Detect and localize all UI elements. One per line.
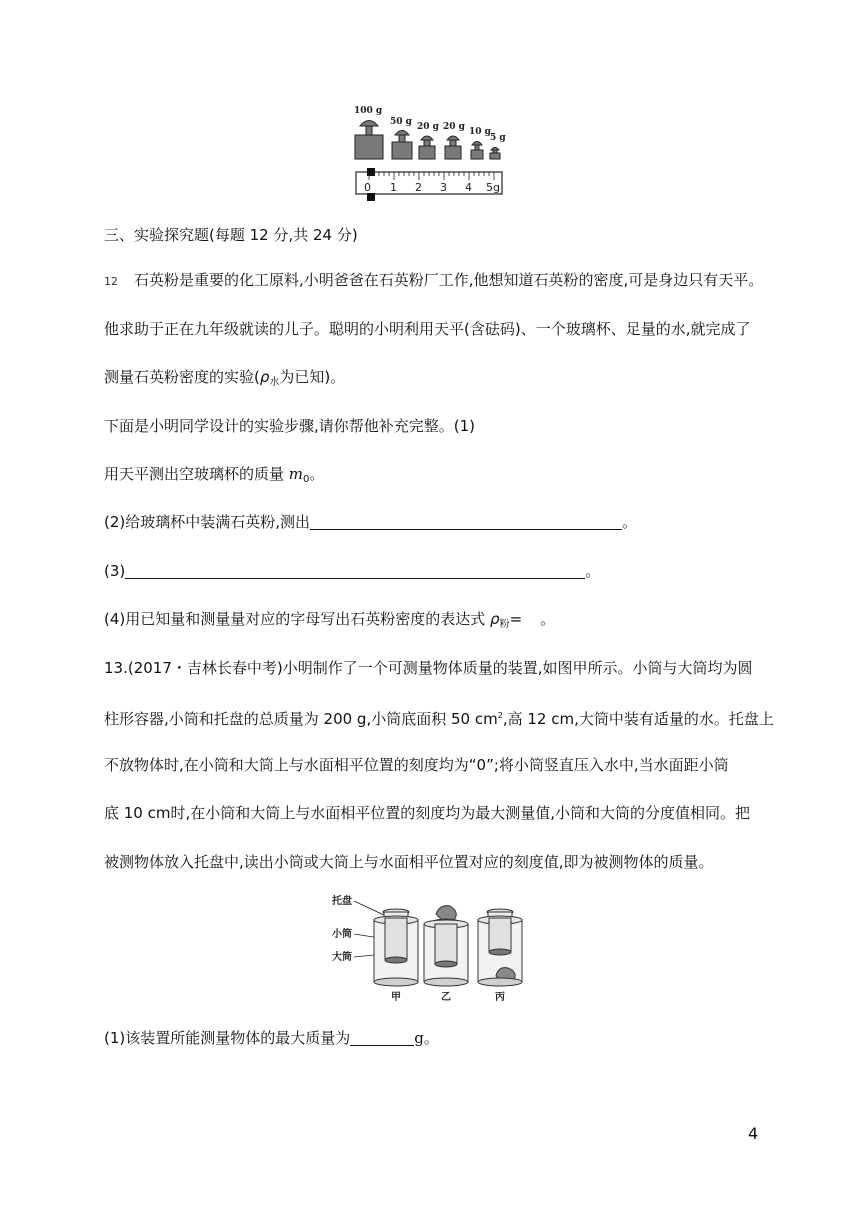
answer-blank-max-mass[interactable] bbox=[350, 1029, 414, 1046]
weight-label-20g-b: 20 g bbox=[443, 122, 465, 132]
cylinders-figure bbox=[330, 890, 526, 1006]
tick-label-1: 1 bbox=[390, 181, 397, 194]
q12-line-2: 他求助于正在九年级就读的儿子。聪明的小明利用天平(含砝码)、一个玻璃杯、足量的水,就完成了 bbox=[104, 320, 751, 338]
q13-line-3: 不放物体时,在小筒和大筒上与水面相平位置的刻度均为“0”;将小筒竖直压入水中,当水面距小筒 bbox=[104, 756, 729, 774]
q12-number: 12 bbox=[104, 275, 118, 288]
weights-scale-figure bbox=[350, 100, 510, 206]
q12-line-3: 测量石英粉密度的实验($\rho_水$为已知)。 bbox=[104, 368, 346, 388]
q13-line-5: 被测物体放入托盘中,读出小筒或大筒上与水面相平位置对应的刻度值,即为被测物体的质量。 bbox=[104, 853, 714, 871]
q13-line-2: 柱形容器,小筒和托盘的总质量为 200 g,小筒底面积 50 $cm^2$,高 12 cm,大筒中装有适量的水。托盘上 bbox=[104, 710, 774, 728]
weight-20g-a bbox=[419, 136, 435, 159]
rider-bottom bbox=[367, 193, 375, 201]
page-number: 4 bbox=[748, 1124, 759, 1143]
answer-blank-step2[interactable] bbox=[310, 513, 622, 530]
weight-50g bbox=[392, 131, 412, 160]
rho-water: ρ bbox=[259, 368, 270, 386]
caption-yi: 乙 bbox=[441, 992, 451, 1003]
q13-line-4: 底 10 cm时,在小筒和大筒上与水面相平位置的刻度均为最大测量值,小筒和大筒的分度值相同。把 bbox=[104, 804, 751, 822]
q12-text-1: 石英粉是重要的化工原料,小明爸爸在石英粉厂工作,他想知道石英粉的密度,可是身边只有天平。 bbox=[134, 271, 764, 289]
answer-blank-step3[interactable] bbox=[125, 562, 585, 579]
weight-label-10g: 10 g bbox=[469, 127, 491, 137]
tick-label-4: 4 bbox=[465, 181, 472, 194]
cylinder-bing bbox=[478, 909, 522, 986]
weight-20g-b bbox=[445, 136, 461, 159]
q13-line-1: 13.(2017・吉林长春中考)小明制作了一个可测量物体质量的装置,如图甲所示。小筒与大筒均为圆 bbox=[104, 659, 753, 677]
tick-label-5g: 5g bbox=[486, 181, 500, 194]
label-small-cylinder: 小筒 bbox=[332, 929, 352, 940]
label-large-cylinder: 大筒 bbox=[332, 952, 352, 963]
section-heading: 三、实验探究题(每题 12 分,共 24 分) bbox=[104, 226, 358, 244]
q12-step-3: (3) 。 bbox=[104, 562, 601, 580]
q12-step-4: (4)用已知量和测量量对应的字母写出石英粉密度的表达式 $\rho_粉=$ 。 bbox=[104, 610, 556, 630]
weight-5g bbox=[490, 148, 500, 160]
ruler-ticks bbox=[369, 172, 494, 180]
weight-label-50g: 50 g bbox=[390, 117, 412, 127]
caption-bing: 丙 bbox=[495, 992, 505, 1003]
q12-line-1 bbox=[104, 270, 763, 292]
tick-label-0: 0 bbox=[364, 181, 371, 194]
q12-step-2: (2)给玻璃杯中装满石英粉,测出 。 bbox=[104, 513, 638, 531]
label-tray: 托盘 bbox=[332, 896, 352, 907]
weight-10g bbox=[471, 142, 483, 160]
tick-label-3: 3 bbox=[440, 181, 447, 194]
q13-sub-1: (1)该装置所能测量物体的最大质量为 g。 bbox=[104, 1029, 439, 1047]
cylinder-jia bbox=[374, 909, 418, 986]
weight-label-100g: 100 g bbox=[354, 106, 383, 116]
weight-label-5g: 5 g bbox=[490, 133, 506, 143]
q12-line-5: 用天平测出空玻璃杯的质量 $m_0$。 bbox=[104, 465, 325, 485]
weight-label-20g-a: 20 g bbox=[417, 122, 439, 132]
cylinder-yi bbox=[424, 906, 468, 986]
caption-jia: 甲 bbox=[391, 992, 401, 1003]
q12-line-4: 下面是小明同学设计的实验步骤,请你帮他补充完整。(1) bbox=[104, 417, 476, 435]
weight-100g bbox=[355, 121, 383, 160]
tick-label-2: 2 bbox=[415, 181, 422, 194]
